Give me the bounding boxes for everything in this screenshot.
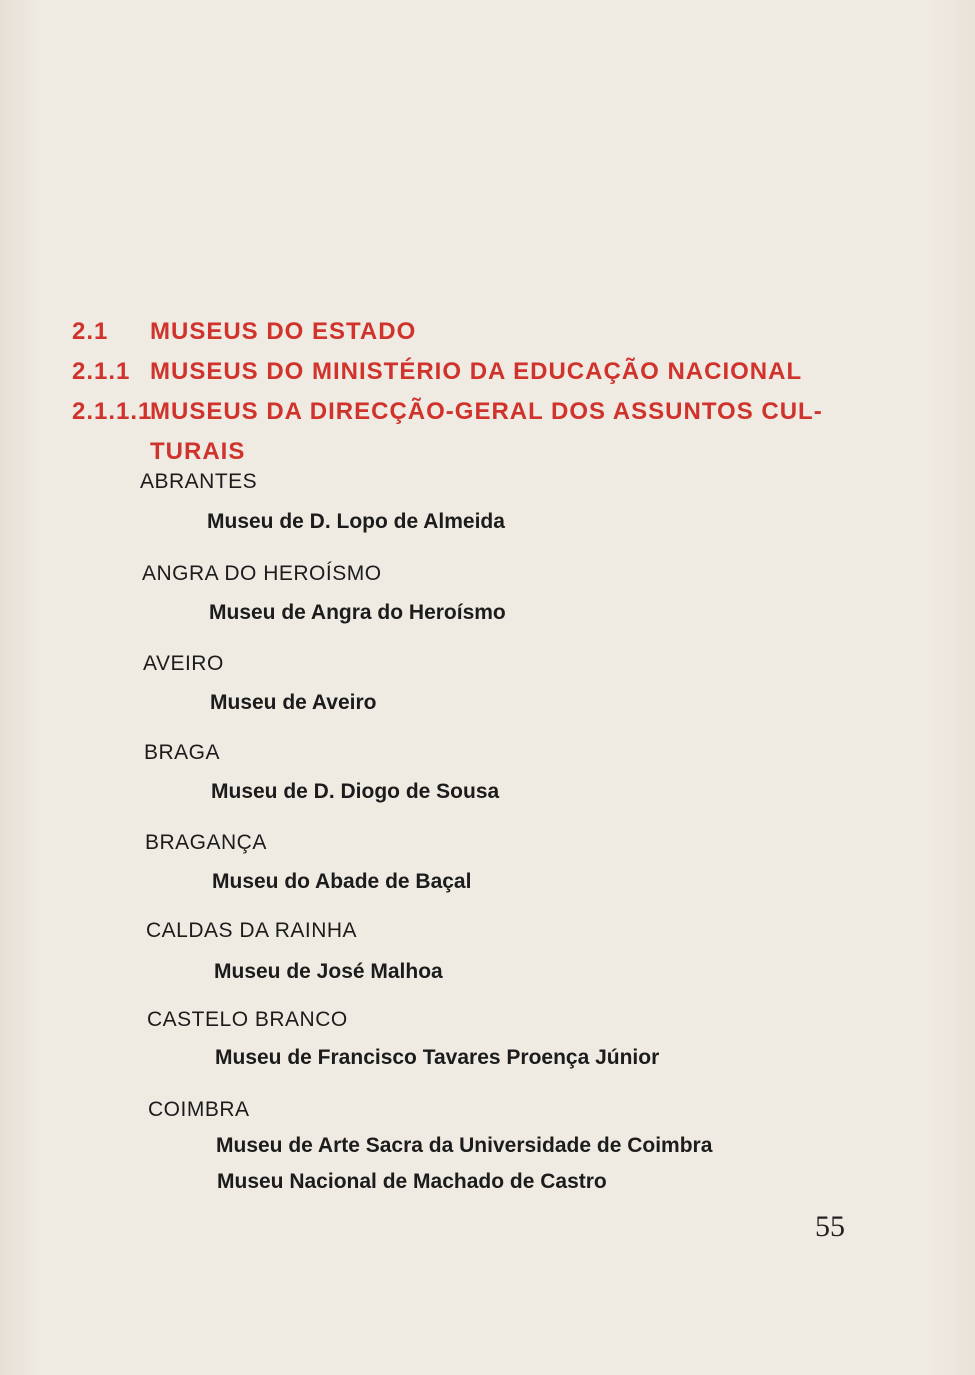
museum-name: Museu do Abade de Baçal [212,870,472,893]
place-name: AVEIRO [143,652,224,675]
place-name: ABRANTES [140,470,258,493]
heading-number: 2.1.1.1 [72,398,153,425]
heading-row [72,358,872,394]
museum-name: Museu de D. Lopo de Almeida [207,510,505,533]
heading-title: MUSEUS DA DIRECÇÃO-GERAL DOS ASSUNTOS CUL- [150,398,823,425]
place-name: CALDAS DA RAINHA [146,919,358,942]
place-name: CASTELO BRANCO [147,1008,348,1031]
heading-row-continuation [72,438,872,474]
place-name: BRAGANÇA [145,831,267,854]
place-name: BRAGA [144,741,221,764]
heading-row [72,398,872,434]
heading-title: MUSEUS DO MINISTÉRIO DA EDUCAÇÃO NACIONAL [150,358,803,385]
place-name: COIMBRA [148,1098,250,1121]
museum-name: Museu de Francisco Tavares Proença Júnior [215,1046,660,1069]
museum-name: Museu de D. Diogo de Sousa [211,780,500,803]
museum-name: Museu de Aveiro [210,691,377,714]
heading-title-continuation: TURAIS [150,438,246,465]
museum-name: Museu de José Malhoa [214,960,443,983]
heading-row [72,318,872,354]
page-number: 55 [815,1210,845,1243]
museum-name: Museu Nacional de Machado de Castro [217,1170,607,1193]
heading-title: MUSEUS DO ESTADO [150,318,417,345]
museum-name: Museu de Arte Sacra da Universidade de Coimbra [216,1134,713,1157]
heading-number: 2.1 [72,318,109,345]
place-name: ANGRA DO HEROÍSMO [142,562,382,585]
museum-name: Museu de Angra do Heroísmo [209,601,506,624]
section-headings [72,318,872,474]
heading-number: 2.1.1 [72,358,131,385]
